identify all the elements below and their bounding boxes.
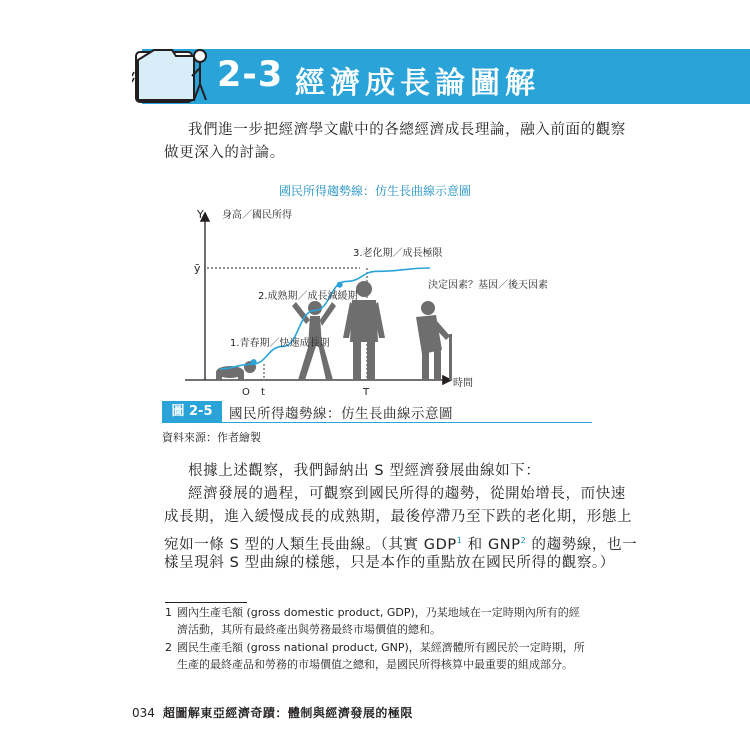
footnote-number: 1 [165,606,172,619]
footnote-number: 2 [165,641,172,654]
figure-title: 國民所得趨勢線：仿生長曲線示意圖 [229,406,453,422]
figure-top-caption: 國民所得趨勢線：仿生長曲線示意圖 [278,184,471,198]
growth-curve-chart [160,196,590,396]
curve-marked-point-2 [337,282,343,288]
footnote-2: 2 國民生產毛額 (gross national product, GNP)，某經濟體所有國民於一定時期，所 生產的最終產品和勞務的市場價值之總和，是國民所得核算中最重要的組成部分。 [165,641,585,671]
page-number: 034 [132,706,155,720]
section-number: 2-3 [217,55,284,95]
page-footer [132,704,413,721]
body-paragraph-1: 根據上述觀察，我們歸納出 S 型經濟發展曲線如下： [188,463,541,479]
x-tick-O: O [242,387,250,396]
stage-label-2: 2.成熟期／成長減緩期 [258,291,358,302]
body-p2-line-3: 宛如一條 S 型的人類生長曲線。（其實 GDP$^1$ 和 GNP$^2$ 的趨勢線，也一 [164,536,638,553]
section-title: 經濟成長論圖解 [295,66,540,101]
x-tick-T: T [363,387,370,396]
folder-mascot-icon [132,42,212,108]
y-axis-letter: Y [197,208,204,221]
stage-label-3: 3.老化期／成長極限 [353,248,443,259]
figure-number-badge: 圖 2-5 [162,401,222,422]
figure-source: 資料來源：作者繪製 [162,431,261,444]
body-p2-line-2: 成長期，進入緩慢成長的成熟期，最後停滯乃至下跌的老化期，形態上 [164,509,633,525]
y-axis-label: 身高／國民所得 [222,210,292,221]
intro-line-2: 做更深入的討論。 [164,145,285,161]
stage-label-1: 1.青春期／快速成長期 [230,338,330,349]
body-p2-line-1: 經濟發展的過程，可觀察到國民所得的趨勢，從開始增長，而快速 [188,486,626,502]
body-p2-line-4: 樣呈現斜 S 型曲線的樣態，只是本作的重點放在國民所得的觀察。） [164,555,615,571]
curve-marked-point-1 [251,359,257,365]
book-title: 超圖解東亞經濟奇蹟：體制與經濟發展的極限 [162,706,413,720]
footnote-separator [165,602,247,603]
intro-line-1: 我們進一步把經濟學文獻中的各總經濟成長理論，融入前面的觀察 [188,122,626,138]
x-tick-t: t [261,387,265,396]
footnote-ref-1[interactable]: 1 [456,536,463,545]
elderly-figure-icon [416,301,452,380]
figure-underline [162,422,592,423]
x-axis-label: 時間 [453,378,473,389]
y-bar-label: ȳ [194,262,201,275]
footnote-1: 1 國內生產毛額 (gross domestic product, GDP)，乃某地域在一定時期內所有的經 濟活動，其所有最終產出與勞務最終市場價值的總和。 [165,606,580,636]
footnote-ref-2[interactable]: 2 [520,536,527,545]
factors-annotation: 決定因素？基因／後天因素 [428,280,548,291]
